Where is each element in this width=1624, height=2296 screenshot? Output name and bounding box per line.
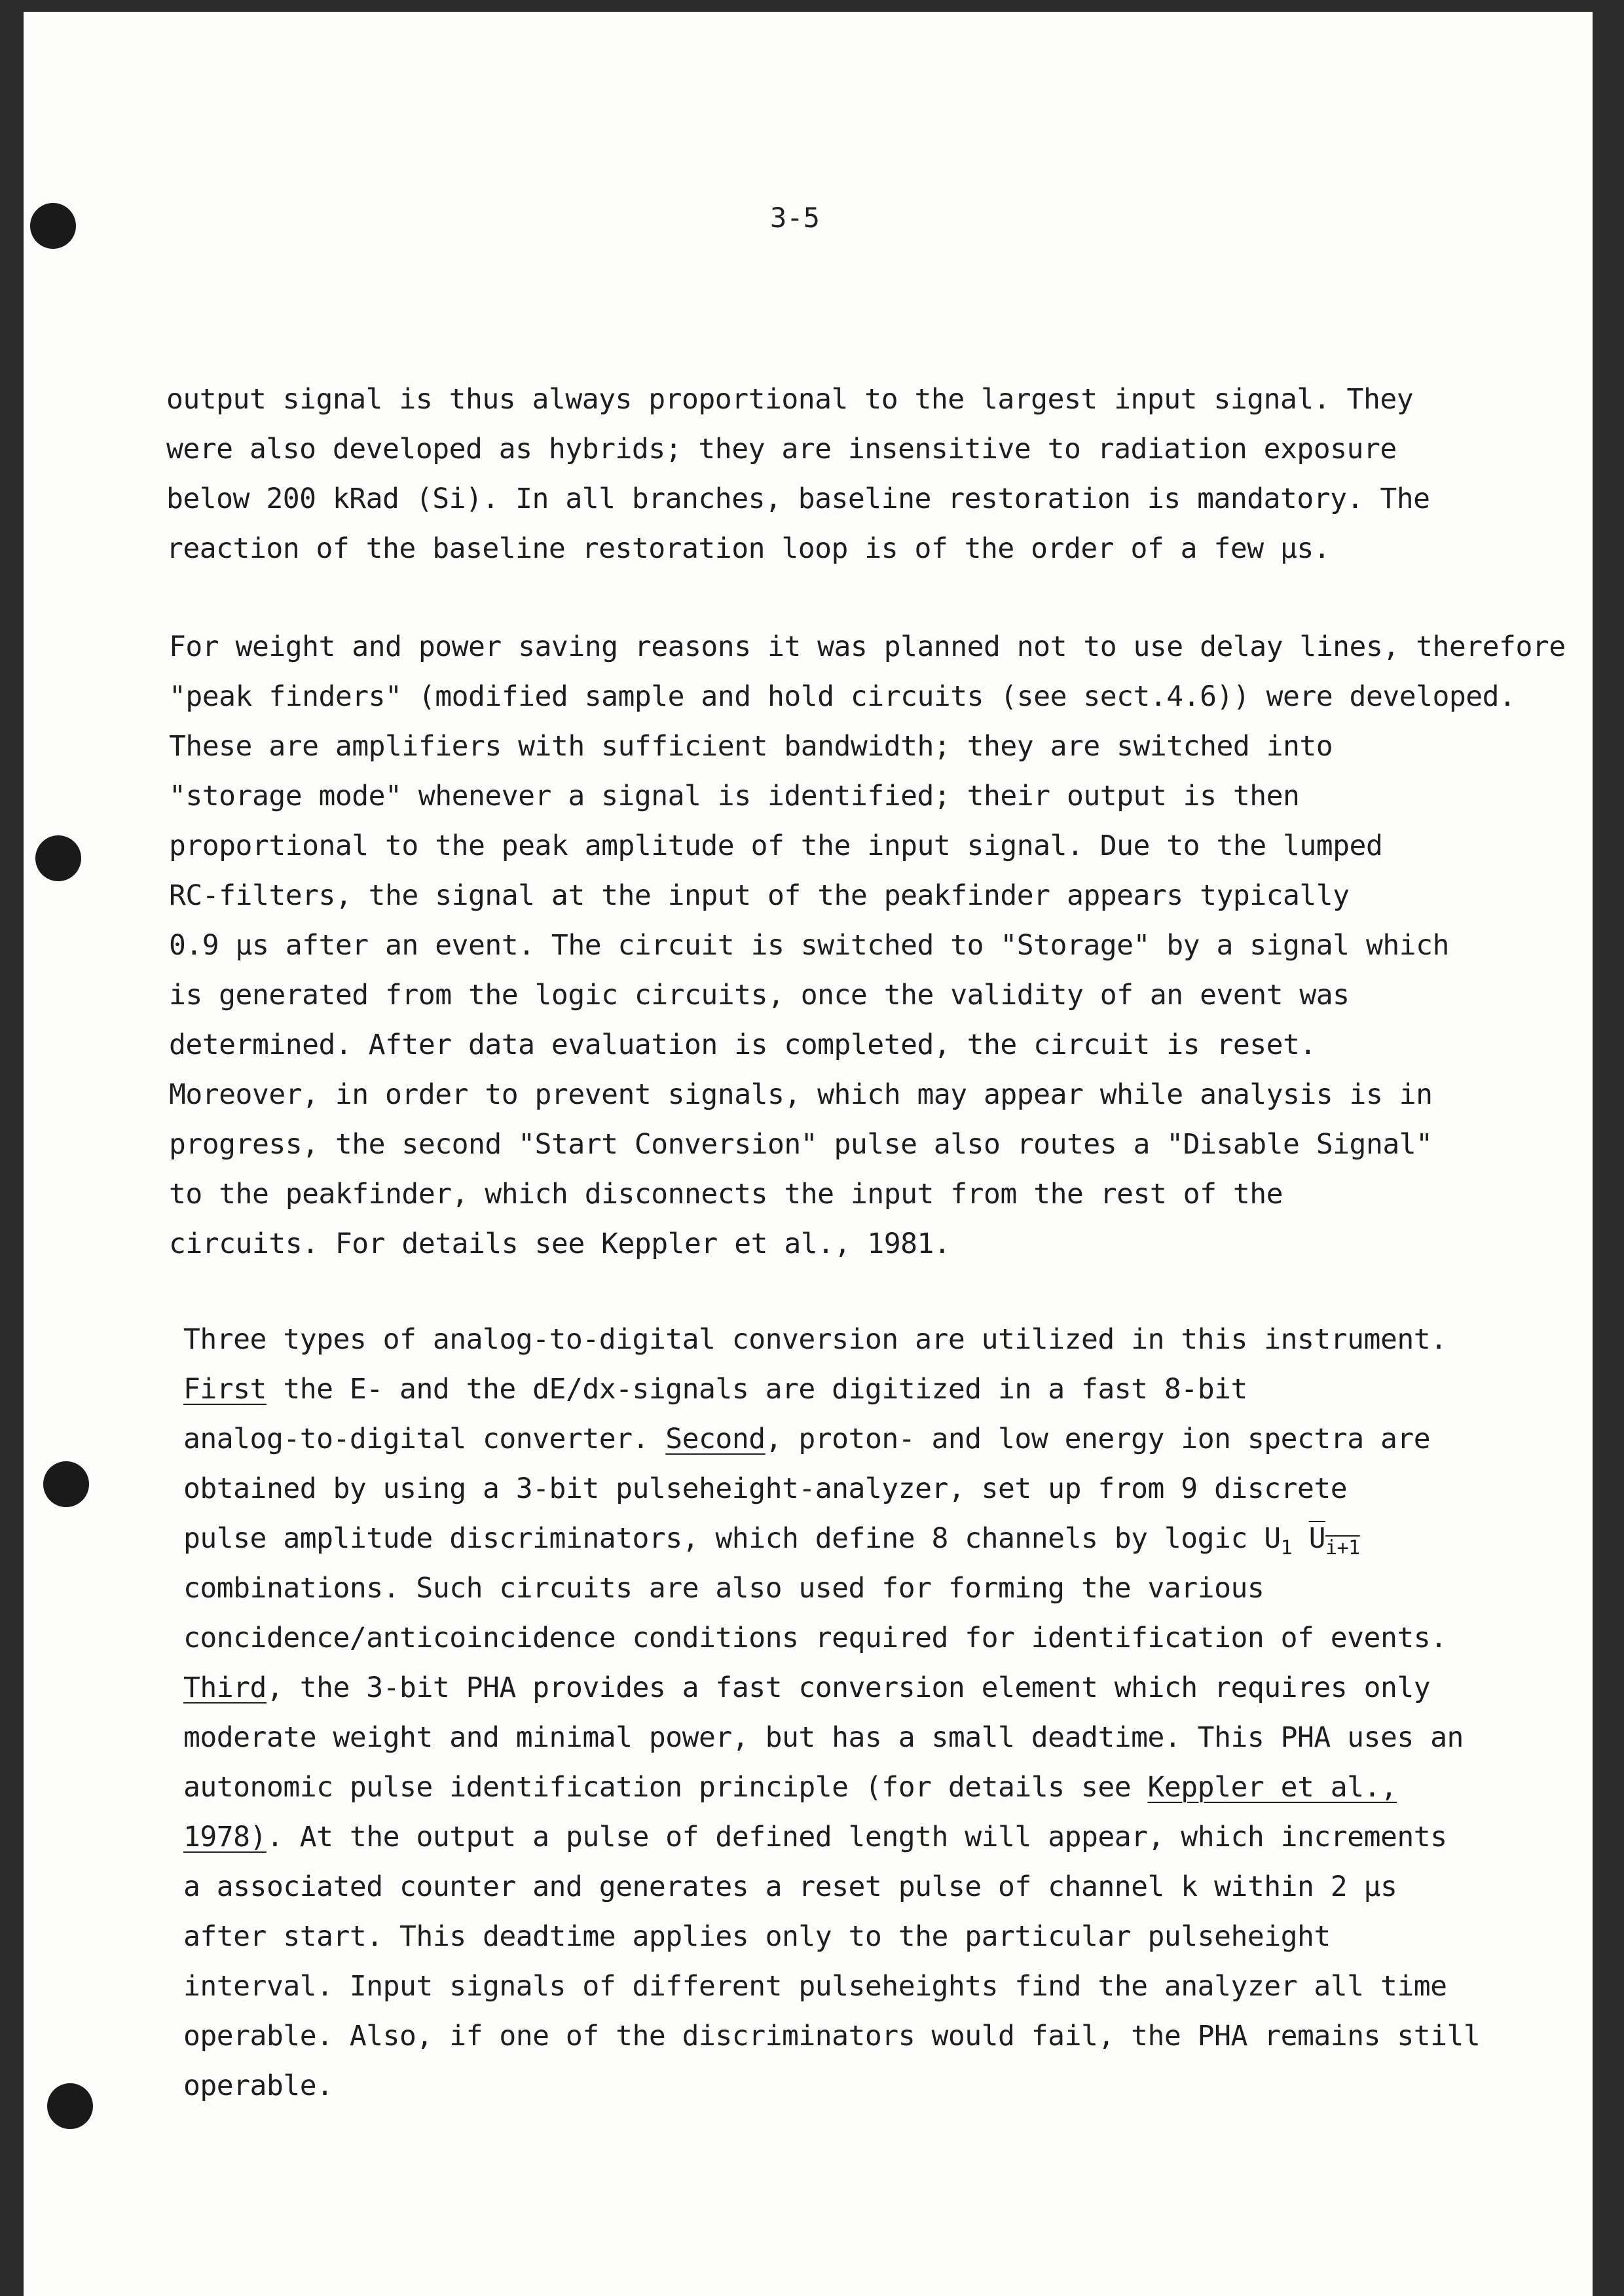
text-line: analog-to-digital converter. Second, proton- and low energy ion spectra are	[183, 1423, 1431, 1455]
text-line: obtained by using a 3-bit pulseheight-analyzer, set up from 9 discrete	[183, 1472, 1348, 1505]
text-line: below 200 kRad (Si). In all branches, baseline restoration is mandatory. The	[166, 483, 1430, 515]
text-line: Third, the 3-bit PHA provides a fast conversion element which requires only	[183, 1671, 1431, 1704]
text-line: 1978). At the output a pulse of defined length will appear, which increments	[183, 1821, 1447, 1853]
text-line: "peak finders" (modified sample and hold circuits (see sect.4.6)) were developed.	[169, 680, 1516, 713]
text-line: circuits. For details see Keppler et al., 1981.	[169, 1228, 951, 1260]
text-line: operable.	[183, 2069, 333, 2102]
punch-hole	[35, 835, 81, 881]
text-line: a associated counter and generates a reset pulse of channel k within 2 µs	[183, 1870, 1397, 1903]
text-line: were also developed as hybrids; they are insensitive to radiation exposure	[166, 433, 1397, 465]
underlined-reference: Keppler et al.,	[1147, 1771, 1397, 1804]
underlined-word: Third	[183, 1671, 267, 1704]
text-line: First the E- and the dE/dx-signals are digitized in a fast 8-bit	[183, 1373, 1247, 1406]
text-line: "storage mode" whenever a signal is identified; their output is then	[169, 780, 1300, 812]
text-line: These are amplifiers with sufficient bandwidth; they are switched into	[169, 730, 1333, 763]
punch-hole	[43, 1461, 89, 1507]
text-line: Moreover, in order to prevent signals, which may appear while analysis is in	[169, 1078, 1433, 1111]
text-line: reaction of the baseline restoration loop is of the order of a few µs.	[166, 532, 1331, 565]
paragraph-3	[183, 1315, 1480, 2111]
text-line: concidence/anticoincidence conditions required for identification of events.	[183, 1622, 1447, 1654]
text-line: determined. After data evaluation is completed, the circuit is reset.	[169, 1029, 1316, 1061]
underlined-word: First	[183, 1373, 267, 1406]
text-line: combinations. Such circuits are also used for forming the various	[183, 1572, 1264, 1605]
text-line: autonomic pulse identification principle (for details see Keppler et al.,	[183, 1771, 1397, 1804]
document-page	[24, 12, 1593, 2296]
text-line: For weight and power saving reasons it was planned not to use delay lines, therefore	[169, 630, 1566, 663]
text-line: proportional to the peak amplitude of the input signal. Due to the lumped	[169, 829, 1383, 862]
text-line: interval. Input signals of different pulseheights find the analyzer all time	[183, 1970, 1447, 2003]
text-line: after start. This deadtime applies only to the particular pulseheight	[183, 1920, 1331, 1953]
text-line: 0.9 µs after an event. The circuit is switched to "Storage" by a signal which	[169, 929, 1449, 962]
text-line: is generated from the logic circuits, once the validity of an event was	[169, 979, 1350, 1011]
text-line: output signal is thus always proportional to the largest input signal. They	[166, 383, 1414, 416]
punch-hole	[30, 203, 76, 249]
text-line: RC-filters, the signal at the input of the peakfinder appears typically	[169, 879, 1350, 912]
page-number: 3-5	[770, 202, 820, 234]
text-line: to the peakfinder, which disconnects the input from the rest of the	[169, 1178, 1283, 1211]
paragraph-1	[166, 374, 1430, 574]
underlined-reference: 1978)	[183, 1821, 267, 1853]
logic-u-bar: $U_{i+1}$	[1308, 1522, 1360, 1559]
text-line: operable. Also, if one of the discriminators would fail, the PHA remains still	[183, 2020, 1481, 2052]
text-line: Three types of analog-to-digital conversion are utilized in this instrument.	[183, 1323, 1447, 1356]
underlined-word: Second	[665, 1423, 766, 1455]
text-line: pulse amplitude discriminators, which define 8 channels by logic $U_1$ $U_{i+1}$	[183, 1522, 1360, 1559]
punch-hole	[47, 2083, 93, 2129]
text-line: progress, the second "Start Conversion" pulse also routes a "Disable Signal"	[169, 1128, 1433, 1161]
paragraph-2	[169, 622, 1566, 1269]
text-line: moderate weight and minimal power, but has a small deadtime. This PHA uses an	[183, 1721, 1464, 1754]
logic-u: U	[1264, 1522, 1281, 1555]
